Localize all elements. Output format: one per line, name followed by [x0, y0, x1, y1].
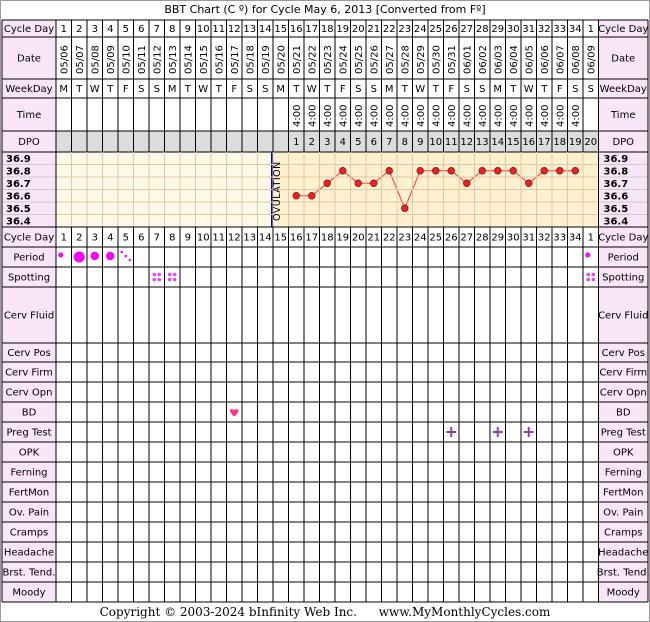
time-label: 4:00: [338, 104, 350, 127]
row-label-bd: BD: [21, 407, 37, 419]
row-label-date: Date: [17, 53, 41, 65]
date-label: 05/24: [338, 45, 350, 74]
cycle-day-number: 1: [587, 24, 594, 35]
weekday-label: F: [448, 84, 455, 95]
y-tick-label: 36.8: [6, 166, 31, 178]
row-label-cycle_day: Cycle Day: [3, 24, 55, 35]
period-light-mark: [58, 253, 63, 258]
cycle-day-number: 17: [305, 232, 319, 244]
dpo-number: 15: [506, 137, 520, 148]
weekday-label: W: [198, 84, 209, 95]
dpo-number: 18: [553, 137, 567, 148]
cycle-day-number: 2: [76, 24, 83, 35]
weekday-label: S: [246, 84, 253, 95]
cycle-day-number: 27: [460, 24, 474, 35]
time-label: 4:00: [555, 104, 567, 127]
period-spot-mark: [124, 255, 127, 258]
time-label: 4:00: [307, 104, 319, 127]
weekday-label: S: [370, 84, 377, 95]
weekday-label: W: [306, 84, 317, 95]
row-label-right-spotting: Spotting: [602, 272, 645, 284]
dpo-number: 17: [537, 137, 551, 148]
cycle-day-number: 16: [289, 24, 303, 35]
temperature-point: [463, 180, 470, 187]
period-spot-mark: [120, 251, 123, 254]
row-label-weekday: WeekDay: [5, 84, 53, 95]
cycle-day-number: 9: [184, 232, 191, 244]
dpo-number: 9: [417, 137, 424, 148]
row-label-right-fertmon: FertMon: [603, 487, 644, 499]
row-label-right-period: Period: [607, 252, 639, 264]
cycle-day-number: 33: [553, 24, 567, 35]
cycle-day-number: 25: [429, 24, 443, 35]
weekday-label: T: [215, 84, 222, 95]
copyright-text: Copyright © 2003-2024 bInfinity Web Inc.: [99, 605, 357, 619]
spotting-mark: [586, 278, 590, 282]
date-label: 05/18: [245, 45, 257, 74]
spotting-mark: [152, 273, 156, 277]
row-label-cerv_fluid: Cerv Fluid: [3, 310, 55, 322]
cycle-day-number: 24: [413, 232, 427, 244]
time-label: 4:00: [353, 104, 365, 127]
cycle-day-number: 34: [568, 24, 582, 35]
row-label-right-cerv_opn: Cerv Opn: [599, 387, 647, 399]
cycle-day-number: 1: [60, 24, 67, 35]
weekday-label: W: [89, 84, 100, 95]
date-label: 05/17: [229, 45, 241, 74]
date-label: 05/22: [307, 45, 319, 74]
date-label: 06/06: [539, 45, 551, 74]
time-label: 4:00: [400, 104, 412, 127]
row-label-right-headache: Headache: [598, 547, 649, 559]
weekday-label: M: [59, 84, 69, 95]
y-tick-label: 36.5: [6, 203, 31, 215]
cycle-day-number: 14: [258, 24, 272, 35]
cycle-day-number: 31: [522, 232, 536, 244]
time-label: 4:00: [291, 104, 303, 127]
date-label: 05/09: [105, 45, 117, 74]
cycle-day-number: 28: [475, 232, 489, 244]
cycle-day-number: 25: [429, 232, 443, 244]
weekday-label: W: [415, 84, 426, 95]
weekday-label: M: [167, 84, 177, 95]
y-tick-label-right: 36.7: [603, 178, 629, 190]
temperature-point: [417, 167, 424, 174]
temperature-point: [510, 167, 517, 174]
date-label: 05/21: [291, 45, 303, 74]
cycle-day-number: 5: [122, 24, 129, 35]
dpo-number: 6: [370, 137, 377, 148]
temperature-point: [339, 167, 346, 174]
weekday-label: S: [572, 84, 579, 95]
cycle-day-number: 22: [382, 232, 396, 244]
y-tick-label: 36.4: [6, 216, 31, 228]
date-label: 05/23: [322, 45, 334, 74]
cycle-day-number: 21: [367, 232, 381, 244]
period-medium-mark: [91, 252, 99, 260]
row-label-cycle_day: Cycle Day: [3, 232, 55, 244]
period-heavy-mark: [74, 252, 85, 263]
time-label: 4:00: [384, 104, 396, 127]
cycle-day-number: 28: [475, 24, 489, 35]
chart-title: BBT Chart (C º) for Cycle May 6, 2013 [Converted from Fº]: [164, 3, 486, 16]
cycle-day-number: 13: [243, 232, 257, 244]
row-label-fertmon: FertMon: [8, 487, 50, 499]
dpo-number: 11: [444, 137, 458, 148]
time-label: 4:00: [508, 104, 520, 127]
row-label-brst_tend: Brst. Tend.: [2, 567, 56, 579]
cycle-day-number: 29: [491, 232, 505, 244]
spotting-mark: [168, 278, 172, 282]
y-tick-label: 36.6: [6, 191, 31, 203]
cycle-day-number: 14: [258, 232, 272, 244]
weekday-label: T: [401, 84, 408, 95]
temperature-point: [370, 180, 377, 187]
cycle-day-number: 24: [413, 24, 427, 35]
row-label-right-weekday: WeekDay: [599, 84, 647, 95]
row-label-moody: Moody: [12, 587, 46, 599]
dpo-number: 10: [429, 137, 443, 148]
date-label: 05/28: [400, 45, 412, 74]
cycle-day-number: 27: [460, 232, 474, 244]
dpo-number: 14: [491, 137, 505, 148]
cycle-day-number: 12: [227, 24, 241, 35]
row-label-cerv_opn: Cerv Opn: [5, 387, 53, 399]
date-label: 05/26: [369, 45, 381, 74]
cycle-day-number: 33: [553, 232, 567, 244]
date-label: 06/04: [508, 45, 520, 74]
weekday-label: S: [153, 84, 160, 95]
spotting-mark: [168, 273, 172, 277]
cycle-day-number: 26: [444, 24, 458, 35]
dpo-number: 13: [475, 137, 489, 148]
date-label: 05/07: [74, 45, 86, 74]
cycle-day-number: 5: [122, 232, 129, 244]
date-label: 06/01: [462, 45, 474, 74]
row-label-right-cramps: Cramps: [603, 527, 643, 539]
temperature-point: [386, 167, 393, 174]
row-label-right-preg_test: Preg Test: [600, 427, 646, 439]
cycle-day-number: 1: [587, 232, 594, 244]
row-label-right-cerv_pos: Cerv Pos: [601, 348, 645, 359]
temperature-point: [401, 205, 408, 212]
dpo-number: 16: [522, 137, 536, 148]
y-tick-label-right: 36.8: [603, 166, 629, 178]
row-label-right-cerv_firm: Cerv Firm: [599, 367, 648, 379]
date-label: 06/03: [493, 45, 505, 74]
row-label-right-ferning: Ferning: [604, 467, 642, 479]
cycle-day-number: 30: [506, 232, 520, 244]
dpo-number: 3: [324, 137, 331, 148]
cycle-day-number: 6: [138, 232, 145, 244]
time-label: 4:00: [369, 104, 381, 127]
weekday-label: M: [384, 84, 394, 95]
row-label-ov_pain: Ov. Pain: [8, 507, 50, 519]
bd-heart-mark: [230, 409, 238, 416]
row-label-spotting: Spotting: [7, 272, 51, 284]
date-label: 06/09: [586, 45, 598, 74]
time-label: 4:00: [477, 104, 489, 127]
cycle-day-number: 31: [522, 24, 536, 35]
period-spot-mark: [128, 259, 131, 262]
cycle-day-number: 34: [568, 232, 582, 244]
date-label: 06/07: [555, 45, 567, 74]
y-tick-label-right: 36.9: [603, 153, 629, 165]
weekday-label: T: [107, 84, 114, 95]
weekday-label: T: [184, 84, 191, 95]
cycle-day-number: 6: [138, 24, 145, 35]
cycle-day-number: 1: [60, 232, 67, 244]
date-label: 05/16: [214, 45, 226, 74]
dpo-number: 8: [401, 137, 408, 148]
cycle-day-number: 3: [91, 232, 98, 244]
cycle-day-number: 20: [351, 232, 365, 244]
cycle-day-number: 15: [274, 232, 288, 244]
cycle-day-number: 2: [76, 232, 83, 244]
cycle-day-number: 30: [506, 24, 520, 35]
weekday-label: S: [479, 84, 486, 95]
date-label: 05/08: [90, 45, 102, 74]
date-label: 05/20: [276, 45, 288, 74]
row-label-right-moody: Moody: [606, 587, 640, 599]
dpo-number: 5: [355, 137, 362, 148]
cycle-day-number: 4: [107, 24, 114, 35]
time-label: 4:00: [539, 104, 551, 127]
date-label: 05/31: [446, 45, 458, 74]
temperature-point: [432, 167, 439, 174]
row-label-right-time: Time: [611, 110, 636, 121]
row-label-cerv_firm: Cerv Firm: [5, 367, 53, 379]
weekday-label: T: [541, 84, 548, 95]
row-label-period: Period: [13, 252, 45, 264]
weekday-label: S: [262, 84, 269, 95]
date-label: 06/02: [477, 45, 489, 74]
spotting-mark: [173, 278, 177, 282]
weekday-label: S: [463, 84, 470, 95]
row-label-right-cerv_fluid: Cerv Fluid: [598, 310, 649, 322]
row-label-headache: Headache: [3, 547, 55, 559]
ovulation-label: OVULATION: [272, 161, 283, 221]
spotting-mark: [586, 273, 590, 277]
dpo-number: 2: [308, 137, 315, 148]
weekday-label: M: [493, 84, 503, 95]
temperature-point: [494, 167, 501, 174]
spotting-mark: [173, 273, 177, 277]
row-label-right-cycle_day: Cycle Day: [598, 24, 649, 35]
weekday-label: T: [324, 84, 331, 95]
date-label: 05/25: [353, 45, 365, 74]
grid-text: [3, 24, 650, 599]
footer: [0, 603, 650, 621]
date-label: 05/14: [183, 45, 195, 74]
cycle-day-number: 9: [184, 24, 191, 35]
temperature-point: [556, 167, 563, 174]
row-label-right-opk: OPK: [613, 447, 634, 459]
row-label-time: Time: [16, 110, 42, 121]
date-label: 06/08: [570, 45, 582, 74]
temperature-point: [293, 192, 300, 199]
y-tick-label-right: 36.4: [603, 216, 629, 228]
weekday-label: M: [276, 84, 286, 95]
cycle-day-number: 8: [169, 232, 176, 244]
weekday-label: F: [339, 84, 346, 95]
date-label: 05/12: [152, 45, 164, 74]
dpo-number: 1: [293, 137, 300, 148]
date-label: 05/29: [415, 45, 427, 74]
temperature-point: [448, 167, 455, 174]
date-label: 05/15: [198, 45, 210, 74]
time-label: 4:00: [446, 104, 458, 127]
date-label: 05/06: [59, 45, 71, 74]
cycle-day-number: 29: [491, 24, 505, 35]
time-label: 4:00: [462, 104, 474, 127]
site-link[interactable]: www.MyMonthlyCycles.com: [378, 605, 551, 619]
weekday-label: T: [510, 84, 517, 95]
temperature-point: [525, 180, 532, 187]
temperature-point: [324, 180, 331, 187]
cycle-day-number: 11: [212, 24, 226, 35]
time-label: 4:00: [415, 104, 427, 127]
date-label: 05/13: [167, 45, 179, 74]
time-label: 4:00: [431, 104, 443, 127]
row-label-cramps: Cramps: [9, 527, 49, 539]
cycle-day-number: 19: [336, 232, 350, 244]
weekday-label: S: [355, 84, 362, 95]
date-label: 06/05: [524, 45, 536, 74]
date-label: 05/27: [384, 45, 396, 74]
cycle-day-number: 10: [196, 24, 210, 35]
temperature-point: [355, 180, 362, 187]
cycle-day-number: 23: [398, 232, 412, 244]
weekday-label: F: [122, 84, 129, 95]
weekday-label: S: [138, 84, 145, 95]
temperature-point: [541, 167, 548, 174]
period-medium-mark: [106, 252, 114, 260]
weekday-label: F: [556, 84, 563, 95]
cycle-day-number: 16: [289, 232, 303, 244]
row-label-opk: OPK: [18, 447, 40, 459]
cycle-day-number: 10: [196, 232, 210, 244]
row-label-ferning: Ferning: [10, 467, 48, 479]
spotting-mark: [591, 278, 595, 282]
weekday-label: T: [432, 84, 439, 95]
cycle-day-number: 12: [227, 232, 241, 244]
period-light-mark: [585, 253, 590, 258]
row-label-preg_test: Preg Test: [6, 427, 52, 439]
row-label-right-ov_pain: Ov. Pain: [603, 507, 644, 519]
date-label: 05/11: [136, 45, 148, 74]
cycle-day-number: 8: [169, 24, 176, 35]
dpo-number: 19: [568, 137, 582, 148]
row-label-right-brst_tend: Brst. Tend.: [596, 567, 650, 579]
dpo-number: 7: [386, 137, 393, 148]
row-label-right-cycle_day: Cycle Day: [598, 232, 649, 244]
weekday-label: W: [523, 84, 534, 95]
time-label: 4:00: [524, 104, 536, 127]
cycle-day-number: 18: [320, 24, 334, 35]
cycle-day-number: 18: [320, 232, 334, 244]
spotting-mark: [157, 278, 161, 282]
cycle-day-number: 22: [382, 24, 396, 35]
temperature-point: [479, 167, 486, 174]
cycle-day-number: 4: [107, 232, 114, 244]
time-label: 4:00: [322, 104, 334, 127]
y-tick-label-right: 36.5: [603, 203, 629, 215]
cycle-day-number: 7: [153, 24, 160, 35]
y-tick-label: 36.7: [6, 178, 31, 190]
date-label: 05/10: [121, 45, 133, 74]
spotting-mark: [157, 273, 161, 277]
weekday-label: F: [231, 84, 238, 95]
cycle-day-number: 19: [336, 24, 350, 35]
cycle-day-number: 23: [398, 24, 412, 35]
cycle-day-number: 11: [212, 232, 226, 244]
weekday-label: T: [76, 84, 83, 95]
row-label-dpo: DPO: [18, 137, 40, 148]
dpo-number: 20: [584, 137, 598, 148]
cycle-day-number: 21: [367, 24, 381, 35]
row-label-right-dpo: DPO: [612, 137, 635, 148]
weekday-label: S: [587, 84, 594, 95]
spotting-mark: [591, 273, 595, 277]
cycle-day-number: 15: [274, 24, 288, 35]
y-tick-label-right: 36.6: [603, 191, 629, 203]
spotting-mark: [152, 278, 156, 282]
temperature-point: [572, 167, 579, 174]
cycle-day-number: 32: [537, 232, 551, 244]
date-label: 05/19: [260, 45, 272, 74]
row-label-right-bd: BD: [615, 407, 631, 419]
temperature-point: [308, 192, 315, 199]
dpo-number: 4: [339, 137, 346, 148]
time-label: 4:00: [493, 104, 505, 127]
row-label-cerv_pos: Cerv Pos: [7, 348, 51, 359]
cycle-day-number: 17: [305, 24, 319, 35]
dpo-number: 12: [460, 137, 474, 148]
row-label-right-date: Date: [611, 53, 636, 65]
cycle-day-number: 13: [243, 24, 257, 35]
y-tick-label: 36.9: [6, 153, 31, 165]
cycle-day-number: 26: [444, 232, 458, 244]
cycle-day-number: 3: [91, 24, 98, 35]
date-label: 05/30: [431, 45, 443, 74]
time-label: 4:00: [570, 104, 582, 127]
cycle-day-number: 32: [537, 24, 551, 35]
cycle-day-number: 20: [351, 24, 365, 35]
weekday-label: T: [293, 84, 300, 95]
cycle-day-number: 7: [153, 232, 160, 244]
